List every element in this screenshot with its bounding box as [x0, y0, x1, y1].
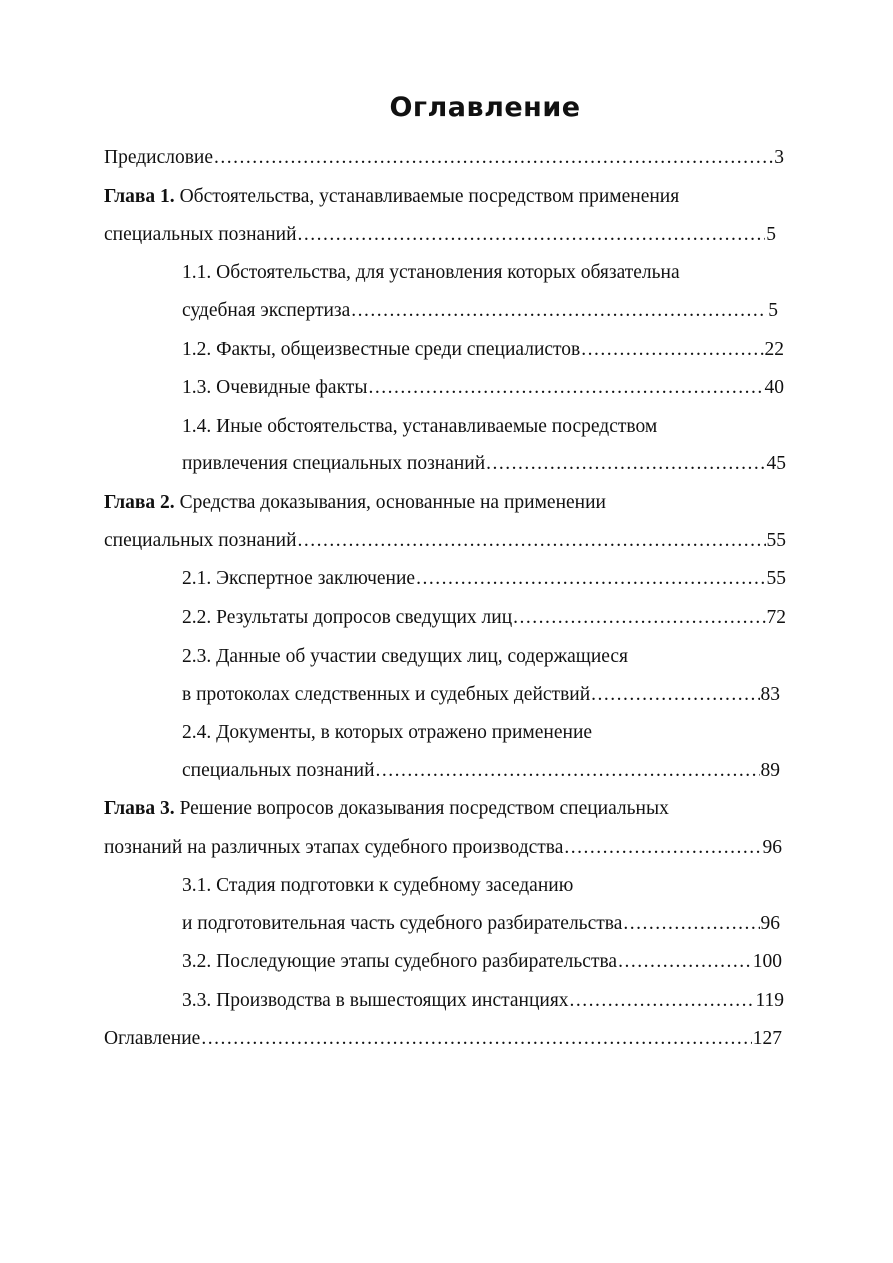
toc-dot-leader — [351, 299, 767, 323]
toc-entry-label: 3.2. Последующие этапы судебного разбирательства — [182, 951, 618, 972]
toc-entry-label: 2.1. Экспертное заключение — [182, 568, 416, 589]
toc-page-number: 119 — [755, 990, 784, 1011]
toc-entry-label: и подготовительная часть судебного разбирательства — [182, 913, 623, 934]
toc-page-number: 3 — [774, 147, 784, 168]
toc-entry-1-2 — [182, 338, 784, 362]
toc-page-number: 5 — [766, 224, 776, 245]
toc-entry-3-2 — [182, 950, 782, 974]
toc-entry-label: специальных познаний — [104, 224, 297, 245]
toc-entry-label: Предисловие — [104, 147, 214, 168]
toc-entry-chapter-1-line-1 — [104, 185, 679, 209]
toc-entry-label: 2.4. Документы, в которых отражено применение — [182, 722, 593, 743]
toc-entry-2-1 — [182, 567, 786, 591]
toc-entry-label: 3.3. Производства в вышестоящих инстанциях — [182, 990, 569, 1011]
toc-page-number: 83 — [760, 684, 780, 705]
toc-dot-leader — [591, 683, 759, 707]
toc-entry-label: 1.2. Факты, общеизвестные среди специалистов — [182, 339, 581, 360]
toc-dot-leader — [201, 1027, 751, 1051]
toc-page-number: 96 — [762, 837, 782, 858]
toc-chapter-prefix: Глава 3. — [104, 798, 175, 819]
toc-page-number: 45 — [766, 453, 786, 474]
toc-entry-label: Средства доказывания, основанные на применении — [179, 492, 606, 513]
toc-entry-2-2 — [182, 606, 786, 630]
toc-entry-label: 3.1. Стадия подготовки к судебному заседанию — [182, 875, 574, 896]
toc-entry-preface — [104, 146, 784, 170]
toc-entry-3-1-line-1 — [182, 874, 573, 898]
toc-entry-2-4-line-1 — [182, 721, 592, 745]
toc-chapter-prefix: Глава 1. — [104, 186, 175, 207]
toc-dot-leader — [570, 989, 755, 1013]
toc-entry-label: специальных познаний — [104, 530, 297, 551]
toc-entry-label: 1.4. Иные обстоятельства, устанавливаемые посредством — [182, 416, 658, 437]
toc-entry-label: 2.2. Результаты допросов сведущих лиц — [182, 607, 513, 628]
toc-entry-label: 2.3. Данные об участии сведущих лиц, содержащиеся — [182, 646, 629, 667]
toc-entry-label: судебная экспертиза — [182, 300, 351, 321]
toc-dot-leader — [298, 223, 766, 247]
toc-dot-leader — [376, 759, 760, 783]
toc-page-number: 55 — [766, 568, 786, 589]
toc-entry-3-1-line-2 — [182, 912, 780, 936]
toc-entry-label: Решение вопросов доказывания посредством специальных — [179, 798, 669, 819]
toc-entry-1-1-line-1 — [182, 261, 680, 285]
toc-dot-leader — [486, 452, 765, 476]
toc-page-number: 5 — [768, 300, 778, 321]
toc-entry-1-4-line-2 — [182, 452, 786, 476]
toc-entry-label: 1.1. Обстоятельства, для установления которых обязательна — [182, 262, 680, 283]
toc-entry-1-4-line-1 — [182, 415, 657, 439]
toc-dot-leader — [298, 529, 766, 553]
toc-dot-leader — [581, 338, 763, 362]
toc-page-number: 22 — [764, 339, 784, 360]
toc-entry-label: 1.3. Очевидные факты — [182, 377, 368, 398]
toc-dot-leader — [214, 146, 773, 170]
toc-entry-chapter-1-line-2 — [104, 223, 776, 247]
toc-dot-leader — [618, 950, 752, 974]
toc-entry-2-3-line-2 — [182, 683, 780, 707]
toc-entry-label: Обстоятельства, устанавливаемые посредством применения — [179, 186, 680, 207]
toc-page-number: 55 — [766, 530, 786, 551]
toc-entry-chapter-3-line-1 — [104, 797, 669, 821]
toc-entry-label: в протоколах следственных и судебных действий — [182, 684, 591, 705]
toc-entry-3-3 — [182, 989, 784, 1013]
toc-entry-1-1-line-2 — [182, 299, 778, 323]
toc-entry-contents — [104, 1027, 782, 1051]
toc-page-number: 40 — [764, 377, 784, 398]
toc-entry-chapter-2-line-2 — [104, 529, 786, 553]
toc-page-number: 100 — [752, 951, 782, 972]
toc-entry-2-3-line-1 — [182, 645, 628, 669]
toc-page-number: 89 — [760, 760, 780, 781]
toc-entry-chapter-3-line-2 — [104, 836, 782, 860]
toc-entry-label: привлечения специальных познаний — [182, 453, 486, 474]
toc-entry-1-3 — [182, 376, 784, 400]
toc-dot-leader — [368, 376, 763, 400]
toc-entry-label: специальных познаний — [182, 760, 375, 781]
toc-chapter-prefix: Глава 2. — [104, 492, 175, 513]
toc-page-number: 127 — [752, 1028, 782, 1049]
toc-entry-label: Оглавление — [104, 1028, 201, 1049]
toc-dot-leader — [416, 567, 765, 591]
toc-dot-leader — [623, 912, 759, 936]
toc-entry-chapter-2-line-1 — [104, 491, 606, 515]
toc-page-number: 72 — [766, 607, 786, 628]
toc-page-number: 96 — [760, 913, 780, 934]
toc-dot-leader — [513, 606, 765, 630]
toc-entry-label: познаний на различных этапах судебного производства — [104, 837, 564, 858]
page-title: Оглавление — [389, 92, 581, 123]
toc-entry-2-4-line-2 — [182, 759, 780, 783]
toc-dot-leader — [564, 836, 761, 860]
